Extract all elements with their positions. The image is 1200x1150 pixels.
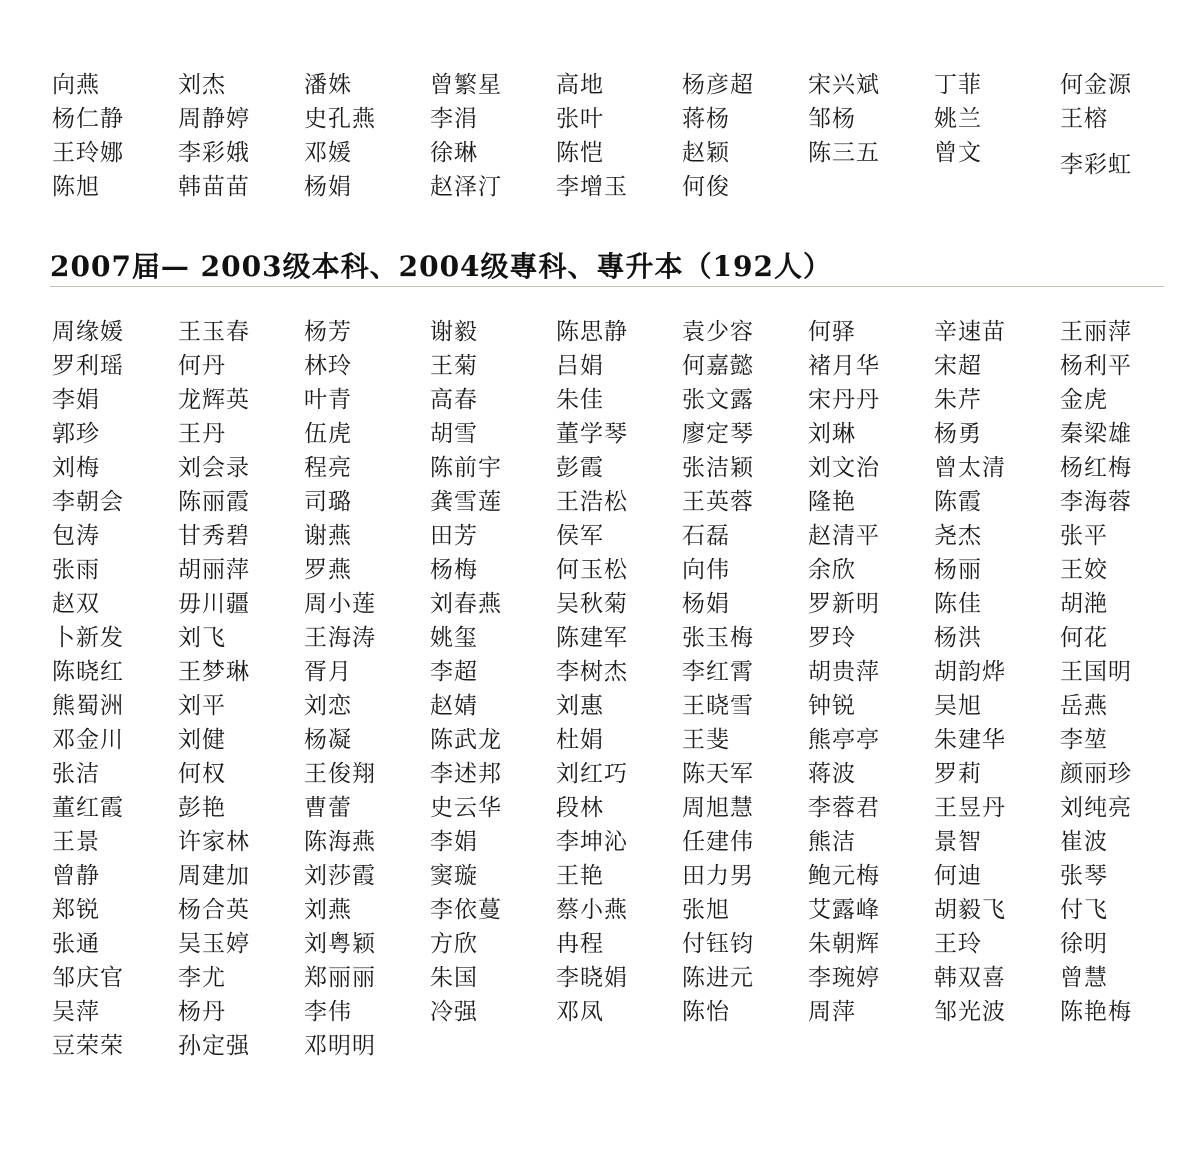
name-cell: 郭珍 <box>52 421 100 447</box>
name-cell: 李涓 <box>430 106 478 132</box>
name-cell: 包涛 <box>52 523 100 549</box>
name-cell: 邓凤 <box>556 999 604 1025</box>
name-cell: 陈天军 <box>682 761 754 787</box>
name-cell: 刘杰 <box>178 72 226 98</box>
name-cell: 陈旭 <box>52 174 100 200</box>
name-cell: 邓金川 <box>52 727 124 753</box>
name-cell: 杨红梅 <box>1060 455 1132 481</box>
name-cell: 王玲 <box>934 931 982 957</box>
name-cell: 伍虎 <box>304 421 352 447</box>
name-cell: 司璐 <box>304 489 352 515</box>
name-cell: 何金源 <box>1060 72 1132 98</box>
name-cell: 朱佳 <box>556 387 604 413</box>
name-grid-2007 <box>52 315 1186 1063</box>
name-cell: 罗燕 <box>304 557 352 583</box>
name-cell: 王玲娜 <box>52 140 124 166</box>
name-cell: 王姣 <box>1060 557 1108 583</box>
name-cell: 张旭 <box>682 897 730 923</box>
name-cell: 王海涛 <box>304 625 376 651</box>
name-cell: 李伟 <box>304 999 352 1025</box>
name-cell: 董红霞 <box>52 795 124 821</box>
name-cell: 徐琳 <box>430 140 478 166</box>
name-cell: 李树杰 <box>556 659 628 685</box>
name-cell: 冷强 <box>430 999 478 1025</box>
name-cell: 张玉梅 <box>682 625 754 651</box>
name-cell: 杨丹 <box>178 999 226 1025</box>
name-cell: 杨凝 <box>304 727 352 753</box>
name-cell: 徐明 <box>1060 931 1108 957</box>
name-cell: 曾太清 <box>934 455 1006 481</box>
name-cell: 熊亭亭 <box>808 727 880 753</box>
name-cell: 方欣 <box>430 931 478 957</box>
name-cell: 廖定琴 <box>682 421 754 447</box>
name-cell: 曾静 <box>52 863 100 889</box>
name-cell: 刘惠 <box>556 693 604 719</box>
name-cell: 任建伟 <box>682 829 754 855</box>
name-cell: 向伟 <box>682 557 730 583</box>
name-cell: 何驿 <box>808 319 856 345</box>
name-cell: 杨彦超 <box>682 72 754 98</box>
name-cell: 王英蓉 <box>682 489 754 515</box>
name-cell: 刘飞 <box>178 625 226 651</box>
section-heading-rule <box>50 248 1164 287</box>
name-cell: 胡雪 <box>430 421 478 447</box>
name-cell: 颜丽珍 <box>1060 761 1132 787</box>
name-cell: 程亮 <box>304 455 352 481</box>
name-cell: 王晓雪 <box>682 693 754 719</box>
name-cell: 杨芳 <box>304 319 352 345</box>
name-cell: 石磊 <box>682 523 730 549</box>
name-cell: 王菊 <box>430 353 478 379</box>
name-cell: 陈晓红 <box>52 659 124 685</box>
name-cell: 李琬婷 <box>808 965 880 991</box>
name-cell: 邓明明 <box>304 1033 376 1059</box>
name-cell: 陈霞 <box>934 489 982 515</box>
name-cell: 冉程 <box>556 931 604 957</box>
name-cell: 刘会录 <box>178 455 250 481</box>
name-cell: 王景 <box>52 829 100 855</box>
name-cell: 王斐 <box>682 727 730 753</box>
name-cell: 刘粤颖 <box>304 931 376 957</box>
name-cell: 周萍 <box>808 999 856 1025</box>
name-cell: 胡贵萍 <box>808 659 880 685</box>
name-cell: 李晓娟 <box>556 965 628 991</box>
name-cell: 陈海燕 <box>304 829 376 855</box>
name-cell: 田力男 <box>682 863 754 889</box>
name-grid-previous-class <box>52 68 1186 204</box>
name-cell: 付钰钧 <box>682 931 754 957</box>
name-cell: 赵泽汀 <box>430 174 502 200</box>
name-cell: 王梦琳 <box>178 659 250 685</box>
name-cell: 刘文治 <box>808 455 880 481</box>
name-cell: 刘莎霞 <box>304 863 376 889</box>
name-cell: 刘梅 <box>52 455 100 481</box>
name-cell: 李娟 <box>52 387 100 413</box>
name-cell: 岳燕 <box>1060 693 1108 719</box>
name-cell: 王俊翔 <box>304 761 376 787</box>
name-cell: 侯军 <box>556 523 604 549</box>
name-cell: 邹杨 <box>808 106 856 132</box>
name-cell: 豆荣荣 <box>52 1033 124 1059</box>
name-cell: 向燕 <box>52 72 100 98</box>
name-cell: 杨娟 <box>304 174 352 200</box>
name-cell: 甘秀碧 <box>178 523 250 549</box>
name-cell: 李朝会 <box>52 489 124 515</box>
name-cell: 邓媛 <box>304 140 352 166</box>
name-cell: 鲍元梅 <box>808 863 880 889</box>
name-cell: 景智 <box>934 829 982 855</box>
name-cell: 陈武龙 <box>430 727 502 753</box>
name-cell: 罗新明 <box>808 591 880 617</box>
name-cell: 陈丽霞 <box>178 489 250 515</box>
name-cell: 何嘉懿 <box>682 353 754 379</box>
name-cell: 何玉松 <box>556 557 628 583</box>
name-cell: 丁菲 <box>934 72 982 98</box>
name-cell: 余欣 <box>808 557 856 583</box>
name-cell: 张通 <box>52 931 100 957</box>
name-cell: 朱建华 <box>934 727 1006 753</box>
name-cell: 付飞 <box>1060 897 1108 923</box>
name-cell: 邹光波 <box>934 999 1006 1025</box>
name-cell: 周缘媛 <box>52 319 124 345</box>
name-cell: 熊洁 <box>808 829 856 855</box>
name-cell: 刘纯亮 <box>1060 795 1132 821</box>
name-cell: 辛速苗 <box>934 319 1006 345</box>
name-cell: 李增玉 <box>556 174 628 200</box>
name-cell: 何丹 <box>178 353 226 379</box>
name-cell: 龙辉英 <box>178 387 250 413</box>
name-cell: 高地 <box>556 72 604 98</box>
name-cell: 陈恺 <box>556 140 604 166</box>
name-cell: 赵双 <box>52 591 100 617</box>
name-cell: 李海蓉 <box>1060 489 1132 515</box>
name-cell: 何俊 <box>682 174 730 200</box>
name-cell: 张雨 <box>52 557 100 583</box>
name-cell: 杨勇 <box>934 421 982 447</box>
name-cell: 郑丽丽 <box>304 965 376 991</box>
name-cell: 王丽萍 <box>1060 319 1132 345</box>
name-cell: 艾露峰 <box>808 897 880 923</box>
name-cell: 胡毅飞 <box>934 897 1006 923</box>
name-cell: 周建加 <box>178 863 250 889</box>
name-cell: 罗莉 <box>934 761 982 787</box>
name-cell: 吴秋菊 <box>556 591 628 617</box>
name-cell: 王昱丹 <box>934 795 1006 821</box>
name-cell: 孙定强 <box>178 1033 250 1059</box>
name-cell: 胡滟 <box>1060 591 1108 617</box>
name-cell: 何权 <box>178 761 226 787</box>
name-cell: 杨利平 <box>1060 353 1132 379</box>
name-cell: 刘红巧 <box>556 761 628 787</box>
name-cell: 何花 <box>1060 625 1108 651</box>
name-cell: 朱朝辉 <box>808 931 880 957</box>
name-cell: 赵颖 <box>682 140 730 166</box>
name-cell: 吴萍 <box>52 999 100 1025</box>
name-cell: 周小莲 <box>304 591 376 617</box>
name-cell: 刘燕 <box>304 897 352 923</box>
name-cell: 罗玲 <box>808 625 856 651</box>
name-cell: 王榕 <box>1060 106 1108 132</box>
name-cell: 周旭慧 <box>682 795 754 821</box>
name-cell: 刘春燕 <box>430 591 502 617</box>
name-cell: 尧杰 <box>934 523 982 549</box>
name-cell: 董学琴 <box>556 421 628 447</box>
name-cell: 蒋波 <box>808 761 856 787</box>
name-cell: 杨仁静 <box>52 106 124 132</box>
name-cell: 陈艳梅 <box>1060 999 1132 1025</box>
name-cell: 李娟 <box>430 829 478 855</box>
name-cell: 蒋杨 <box>682 106 730 132</box>
name-cell: 陈建军 <box>556 625 628 651</box>
name-cell: 李依蔓 <box>430 897 502 923</box>
name-cell: 杨梅 <box>430 557 478 583</box>
name-cell: 高春 <box>430 387 478 413</box>
name-cell: 龚雪莲 <box>430 489 502 515</box>
name-cell: 朱芹 <box>934 387 982 413</box>
name-cell: 段林 <box>556 795 604 821</box>
name-cell: 曾慧 <box>1060 965 1108 991</box>
name-cell: 毋川疆 <box>178 591 250 617</box>
name-cell: 赵婧 <box>430 693 478 719</box>
name-cell: 杨丽 <box>934 557 982 583</box>
name-cell: 李坤沁 <box>556 829 628 855</box>
name-cell: 王艳 <box>556 863 604 889</box>
name-cell: 陈进元 <box>682 965 754 991</box>
name-cell: 李超 <box>430 659 478 685</box>
name-cell: 何迪 <box>934 863 982 889</box>
name-cell: 林玲 <box>304 353 352 379</box>
name-cell: 赵清平 <box>808 523 880 549</box>
name-cell: 刘恋 <box>304 693 352 719</box>
name-cell: 张洁颖 <box>682 455 754 481</box>
name-cell: 曹蕾 <box>304 795 352 821</box>
name-cell: 褚月华 <box>808 353 880 379</box>
name-cell: 曾繁星 <box>430 72 502 98</box>
name-cell: 陈前宇 <box>430 455 502 481</box>
name-cell: 陈思静 <box>556 319 628 345</box>
name-cell: 吴玉婷 <box>178 931 250 957</box>
name-cell: 宋超 <box>934 353 982 379</box>
name-cell: 宋丹丹 <box>808 387 880 413</box>
name-cell: 王丹 <box>178 421 226 447</box>
name-cell: 周静婷 <box>178 106 250 132</box>
name-cell: 李述邦 <box>430 761 502 787</box>
name-cell: 韩苗苗 <box>178 174 250 200</box>
name-cell: 姚玺 <box>430 625 478 651</box>
name-cell: 王玉春 <box>178 319 250 345</box>
name-cell: 邹庆官 <box>52 965 124 991</box>
name-cell: 秦梁雄 <box>1060 421 1132 447</box>
name-cell: 李彩娥 <box>178 140 250 166</box>
name-cell: 谢毅 <box>430 319 478 345</box>
name-cell: 蔡小燕 <box>556 897 628 923</box>
name-cell: 卜新发 <box>52 625 124 651</box>
name-cell: 彭艳 <box>178 795 226 821</box>
name-cell: 吴旭 <box>934 693 982 719</box>
name-cell: 吕娟 <box>556 353 604 379</box>
name-cell: 隆艳 <box>808 489 856 515</box>
name-cell: 姚兰 <box>934 106 982 132</box>
name-cell: 陈怡 <box>682 999 730 1025</box>
name-cell: 李尤 <box>178 965 226 991</box>
name-cell: 张平 <box>1060 523 1108 549</box>
name-cell: 胥月 <box>304 659 352 685</box>
name-cell: 张文露 <box>682 387 754 413</box>
name-cell: 窦璇 <box>430 863 478 889</box>
name-cell: 陈佳 <box>934 591 982 617</box>
name-cell: 史孔燕 <box>304 106 376 132</box>
name-cell: 袁少容 <box>682 319 754 345</box>
name-cell: 杜娟 <box>556 727 604 753</box>
name-cell: 钟锐 <box>808 693 856 719</box>
name-cell: 许家林 <box>178 829 250 855</box>
name-cell: 潘姝 <box>304 72 352 98</box>
name-cell: 李堃 <box>1060 727 1108 753</box>
section-heading-2007: 2007届— 2003级本科、2004级專科、專升本（192人） <box>50 250 832 283</box>
name-cell: 曾文 <box>934 140 982 166</box>
name-cell: 叶青 <box>304 387 352 413</box>
name-cell: 史云华 <box>430 795 502 821</box>
name-cell: 金虎 <box>1060 387 1108 413</box>
name-cell: 田芳 <box>430 523 478 549</box>
name-cell: 杨合英 <box>178 897 250 923</box>
name-cell: 谢燕 <box>304 523 352 549</box>
name-cell: 韩双喜 <box>934 965 1006 991</box>
name-cell: 朱国 <box>430 965 478 991</box>
name-cell: 胡丽萍 <box>178 557 250 583</box>
name-cell: 李彩虹 <box>1060 152 1132 178</box>
name-cell: 陈三五 <box>808 140 880 166</box>
name-cell: 郑锐 <box>52 897 100 923</box>
name-cell: 宋兴斌 <box>808 72 880 98</box>
name-cell: 张洁 <box>52 761 100 787</box>
name-cell: 崔波 <box>1060 829 1108 855</box>
name-cell: 杨洪 <box>934 625 982 651</box>
name-cell: 彭霞 <box>556 455 604 481</box>
name-cell: 杨娟 <box>682 591 730 617</box>
name-cell: 刘琳 <box>808 421 856 447</box>
name-cell: 张琴 <box>1060 863 1108 889</box>
name-cell: 刘健 <box>178 727 226 753</box>
name-cell: 李蓉君 <box>808 795 880 821</box>
name-cell: 罗利瑶 <box>52 353 124 379</box>
name-cell: 王国明 <box>1060 659 1132 685</box>
name-cell: 李红霄 <box>682 659 754 685</box>
name-cell: 熊蜀洲 <box>52 693 124 719</box>
name-cell: 张叶 <box>556 106 604 132</box>
name-cell: 王浩松 <box>556 489 628 515</box>
name-cell: 刘平 <box>178 693 226 719</box>
name-cell: 胡韵烨 <box>934 659 1006 685</box>
